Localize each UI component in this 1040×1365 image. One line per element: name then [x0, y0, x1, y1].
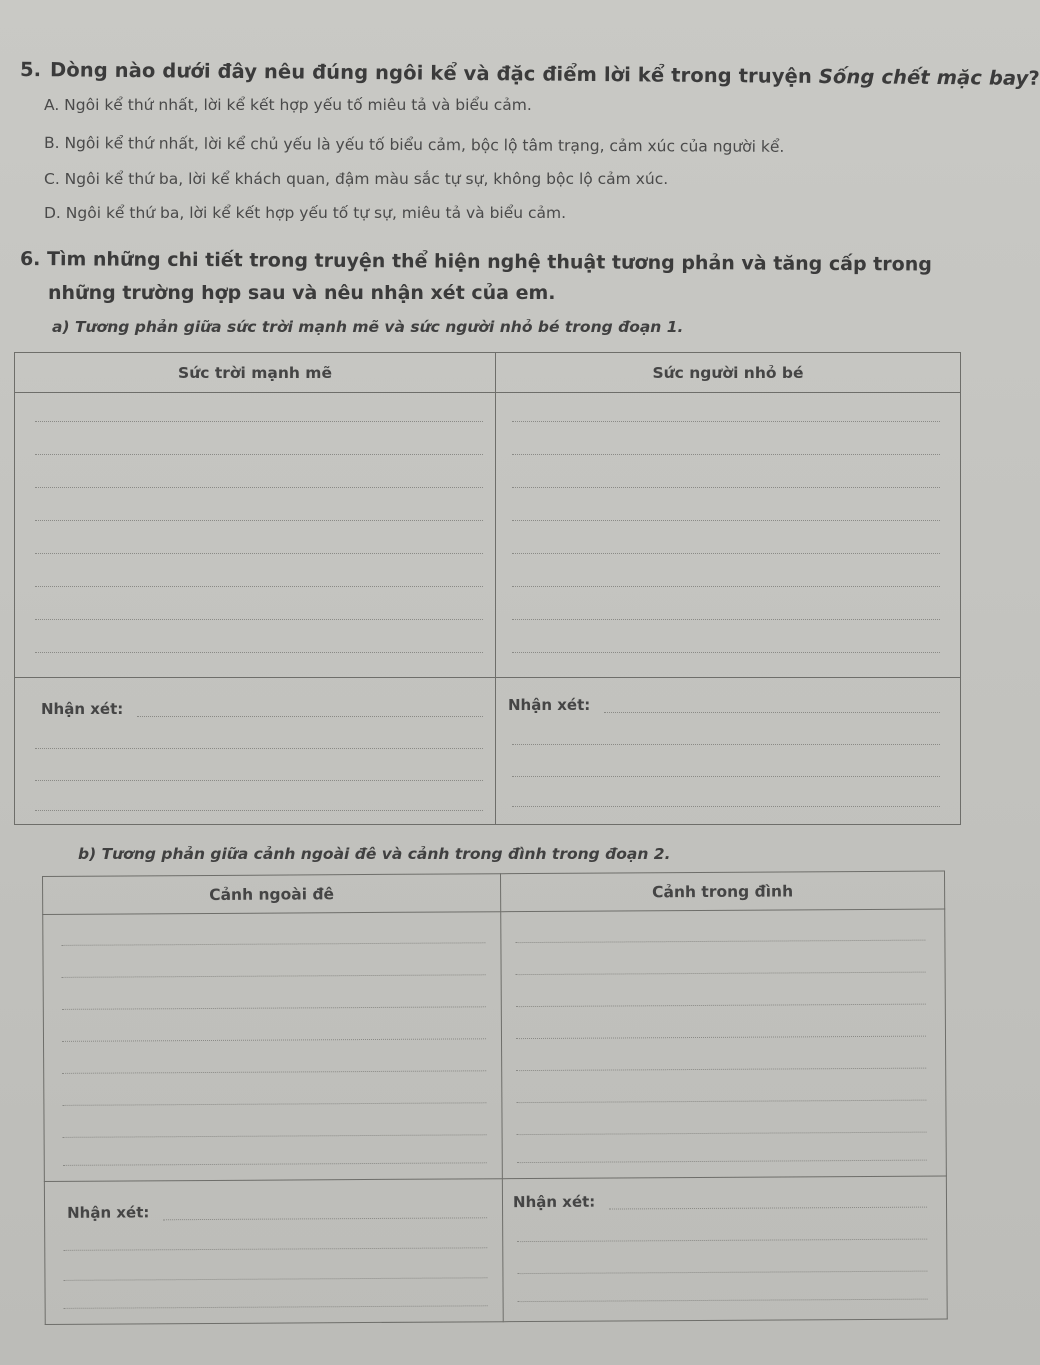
- answer-line: [63, 1134, 487, 1138]
- answer-line: [163, 1217, 487, 1220]
- answer-line: [64, 1305, 488, 1309]
- answer-line: [63, 1247, 487, 1251]
- table-a-comment-left-label: Nhận xét:: [41, 700, 124, 718]
- answer-line: [35, 487, 483, 488]
- part-a-label: a) Tương phản giữa sức trời mạnh mẽ và sức người nhỏ bé trong đoạn 1.: [52, 318, 684, 336]
- answer-line: [512, 776, 940, 777]
- answer-line: [516, 1068, 926, 1072]
- answer-line: [62, 1006, 486, 1010]
- answer-line: [62, 974, 486, 978]
- answer-line: [62, 1102, 486, 1106]
- answer-line: [137, 716, 483, 717]
- answer-line: [512, 586, 940, 587]
- question-5-number: 5.: [19, 58, 42, 82]
- table-b-header-right: Cảnh trong đình: [500, 871, 944, 912]
- question-5-option-c: C. Ngôi kể thứ ba, lời kể khách quan, đậm màu sắc tự sự, không bộc lộ cảm xúc.: [44, 170, 669, 188]
- table-b-comment-right[interactable]: [502, 1176, 947, 1322]
- answer-line: [35, 748, 483, 749]
- answer-line: [62, 1070, 486, 1074]
- answer-line: [609, 1207, 927, 1210]
- answer-line: [516, 1004, 926, 1008]
- table-a-comment-left[interactable]: [15, 678, 496, 825]
- question-6-line-1: 6. Tìm những chi tiết trong truyện thể hiện nghệ thuật tương phản và tăng cấp trong: [19, 248, 932, 276]
- answer-line: [35, 421, 483, 422]
- answer-line: [516, 1100, 926, 1104]
- answer-line: [512, 652, 940, 653]
- answer-line: [62, 1038, 486, 1042]
- answer-line: [35, 520, 483, 521]
- answer-line: [512, 421, 940, 422]
- question-5-story-title: Sống chết mặc bay: [818, 64, 1029, 90]
- question-6-line-2: những trường hợp sau và nêu nhận xét của em.: [48, 282, 556, 304]
- table-a-answer-right[interactable]: [496, 393, 961, 678]
- answer-line: [512, 520, 940, 521]
- answer-line: [61, 942, 485, 946]
- question-5-option-a: A. Ngôi kể thứ nhất, lời kể kết hợp yếu tố miêu tả và biểu cảm.: [44, 96, 532, 114]
- answer-line: [517, 1132, 927, 1136]
- answer-line: [512, 806, 940, 807]
- answer-line: [35, 586, 483, 587]
- answer-line: [35, 454, 483, 455]
- table-b-comment-left[interactable]: [44, 1179, 503, 1325]
- answer-line: [604, 712, 940, 713]
- answer-line: [35, 780, 483, 781]
- answer-line: [512, 454, 940, 455]
- answer-line: [517, 1271, 927, 1275]
- table-a-comment-right[interactable]: [496, 678, 961, 825]
- table-a-comment-right-label: Nhận xét:: [508, 696, 591, 714]
- question-5-title: [20, 58, 1040, 90]
- table-b-answer-left[interactable]: [43, 912, 503, 1182]
- answer-line: [515, 940, 925, 944]
- answer-line: [512, 487, 940, 488]
- question-5-option-b: B. Ngôi kể thứ nhất, lời kể chủ yếu là yếu tố biểu cảm, bộc lộ tâm trạng, cảm xúc của người kể.: [43, 134, 785, 156]
- answer-line: [512, 744, 940, 745]
- table-a-answer-left[interactable]: [15, 393, 496, 678]
- answer-line: [512, 619, 940, 620]
- answer-line: [516, 1036, 926, 1040]
- table-b-answer-right[interactable]: [501, 909, 947, 1179]
- table-a-header-right: Sức người nhỏ bé: [496, 353, 961, 393]
- table-a-header-left: Sức trời mạnh mẽ: [15, 353, 496, 393]
- answer-line: [516, 972, 926, 976]
- answer-line: [517, 1239, 927, 1243]
- answer-line: [63, 1162, 487, 1166]
- answer-line: [35, 652, 483, 653]
- table-b: [42, 870, 948, 1325]
- table-b-comment-left-label: Nhận xét:: [67, 1203, 150, 1222]
- answer-line: [518, 1299, 928, 1303]
- answer-line: [35, 810, 483, 811]
- answer-line: [35, 619, 483, 620]
- question-5-text: Dòng nào dưới đây nêu đúng ngôi kể và đặc điểm lời kể trong truyện: [49, 58, 819, 88]
- question-5-end: ?: [1028, 66, 1040, 90]
- table-b-header-left: Cảnh ngoài đê: [43, 874, 501, 915]
- answer-line: [35, 553, 483, 554]
- answer-line: [517, 1160, 927, 1164]
- answer-line: [63, 1277, 487, 1281]
- table-b-comment-right-label: Nhận xét:: [512, 1192, 596, 1212]
- part-b-label: b) Tương phản giữa cảnh ngoài đê và cảnh trong đình trong đoạn 2.: [78, 845, 671, 863]
- answer-line: [512, 553, 940, 554]
- table-a: [14, 352, 961, 825]
- question-5-option-d: D. Ngôi kể thứ ba, lời kể kết hợp yếu tố tự sự, miêu tả và biểu cảm.: [44, 204, 567, 222]
